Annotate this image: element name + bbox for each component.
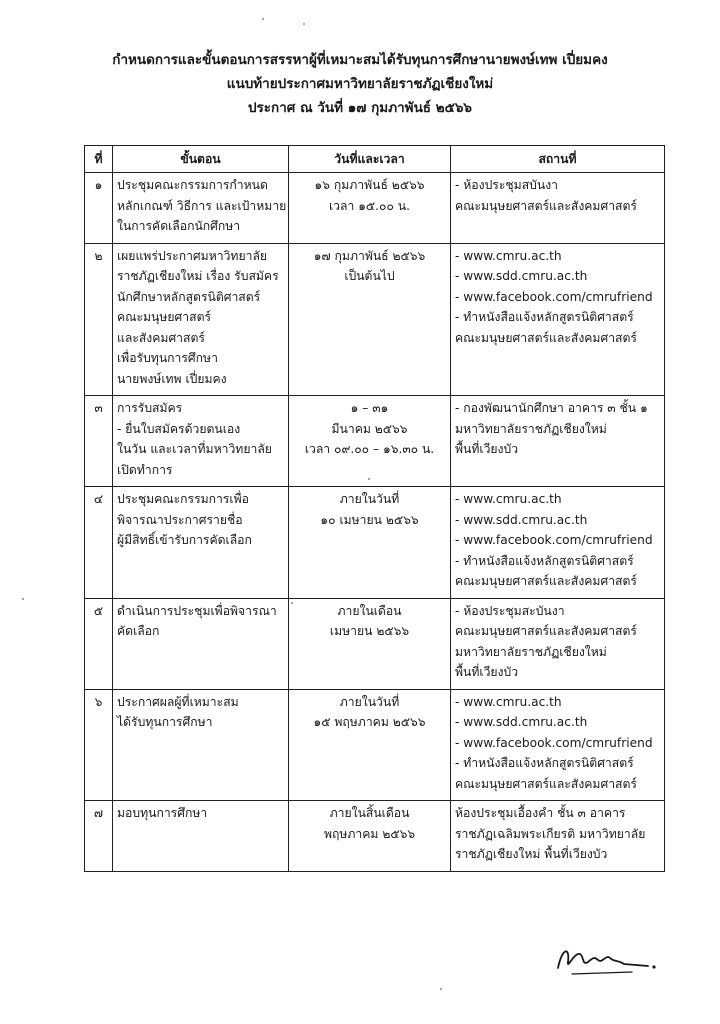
scan-speck: [262, 18, 264, 20]
date-line: ภายในเดือน: [337, 603, 402, 618]
place-line: - www.cmru.ac.th: [455, 694, 562, 709]
step-cell: [113, 598, 289, 689]
step-line: ดำเนินการประชุมเพื่อพิจารณา: [117, 603, 277, 618]
place-cell: [451, 243, 665, 396]
step-line: ประชุมคณะกรรมการเพื่อ: [117, 492, 249, 506]
date-line: เป็นต้นไป: [344, 269, 395, 283]
date-line: ๑๕ พฤษภาคม ๒๕๖๖: [313, 715, 426, 729]
place-line: ราชภัฏเชียงใหม่ พื้นที่เวียงบัว: [455, 847, 608, 861]
row-number: ๒: [85, 243, 113, 396]
step-line: ราชภัฏเชียงใหม่ เรื่อง รับสมัคร: [117, 269, 279, 283]
step-line: คณะมนุษยศาสตร์: [117, 310, 212, 324]
place-line: มหาวิทยาลัยราชภัฏเชียงใหม่: [455, 644, 607, 659]
place-line: พื้นที่เวียงบัว: [455, 442, 519, 456]
step-line: ประกาศผลผู้ที่เหมาะสม: [117, 694, 239, 709]
row-number: ๑: [85, 173, 113, 244]
step-line: เพื่อรับทุนการศึกษา: [117, 351, 218, 365]
column-header-no: ที่: [85, 146, 113, 173]
step-line: ในวัน และเวลาที่มหาวิทยาลัย: [117, 442, 272, 456]
signature-icon: [552, 940, 662, 980]
date-line: เมษายน ๒๕๖๖: [329, 624, 410, 638]
step-cell: [113, 396, 289, 487]
place-cell: [451, 396, 665, 487]
place-line: - www.facebook.com/cmrufriend: [455, 735, 653, 750]
row-number: ๔: [85, 487, 113, 599]
place-line: - ทำหนังสือแจ้งหลักสูตรนิติศาสตร์: [455, 553, 634, 568]
scan-speck: [22, 598, 24, 600]
place-cell: [451, 598, 665, 689]
table-row: [85, 173, 665, 244]
step-line: ประชุมคณะกรรมการกำหนด: [117, 178, 268, 192]
step-cell: [113, 487, 289, 599]
date-line: พฤษภาคม ๒๕๖๖: [323, 826, 416, 841]
step-line: นักศึกษาหลักสูตรนิติศาสตร์: [117, 289, 261, 304]
date-cell: [289, 801, 451, 872]
place-line: ราชภัฏเฉลิมพระเกียรติ มหาวิทยาลัย: [455, 826, 646, 841]
place-cell: [451, 487, 665, 599]
place-line: คณะมนุษยศาสตร์และสังคมศาสตร์: [455, 330, 637, 345]
date-line: ภายในวันที่: [339, 694, 400, 709]
row-number: ๕: [85, 598, 113, 689]
table-header-row: [85, 146, 665, 173]
step-line: หลักเกณฑ์ วิธีการ และเป้าหมาย: [117, 198, 287, 213]
step-line: เปิดทำการ: [117, 462, 173, 477]
place-line: คณะมนุษยศาสตร์และสังคมศาสตร์: [455, 776, 637, 791]
date-cell: [289, 487, 451, 599]
place-line: - ทำหนังสือแจ้งหลักสูตรนิติศาสตร์: [455, 310, 634, 324]
date-line: ๑ – ๓๑: [350, 401, 389, 415]
place-line: - www.sdd.cmru.ac.th: [455, 715, 588, 729]
date-line: ๑๐ เมษายน ๒๕๖๖: [320, 512, 419, 527]
date-line: เวลา ๑๕.๐๐ น.: [329, 198, 410, 213]
row-number: ๖: [85, 689, 113, 801]
step-line: นายพงษ์เทพ เปี่ยมคง: [117, 371, 227, 386]
step-line: คัดเลือก: [117, 624, 160, 638]
place-line: พื้นที่เวียงบัว: [455, 665, 519, 679]
date-line: ๑๖ กุมภาพันธ์ ๒๕๖๖: [314, 178, 425, 192]
place-line: - www.cmru.ac.th: [455, 248, 562, 263]
date-line: ภายในสิ้นเดือน: [329, 806, 410, 820]
step-line: พิจารณาประกาศรายชื่อ: [117, 512, 243, 527]
place-line: - www.cmru.ac.th: [455, 492, 562, 506]
step-line: เผยแพร่ประกาศมหาวิทยาลัย: [117, 248, 268, 263]
column-header-place: สถานที่: [451, 146, 665, 173]
place-cell: [451, 173, 665, 244]
header-title: กำหนดการและขั้นตอนการสรรหาผู้ที่เหมาะสมได้รับทุนการศึกษานายพงษ์เทพ เปี่ยมคง: [112, 52, 608, 68]
table-row: [85, 689, 665, 801]
place-line: - ห้องประชุมสะบันงา: [455, 603, 565, 618]
date-cell: [289, 598, 451, 689]
step-cell: [113, 801, 289, 872]
step-line: และสังคมศาสตร์: [117, 330, 205, 345]
place-line: ห้องประชุมเอื้องคำ ชั้น ๓ อาคาร: [455, 806, 626, 820]
step-line: ในการคัดเลือกนักศึกษา: [117, 219, 241, 233]
step-line: มอบทุนการศึกษา: [117, 806, 208, 820]
row-number: ๓: [85, 396, 113, 487]
step-line: - ยื่นใบสมัครด้วยตนเอง: [117, 421, 241, 436]
place-line: - www.facebook.com/cmrufriend: [455, 533, 653, 547]
place-line: คณะมนุษยศาสตร์และสังคมศาสตร์: [455, 574, 637, 588]
step-line: ผู้มีสิทธิ์เข้ารับการคัดเลือก: [117, 533, 252, 547]
step-cell: [113, 243, 289, 396]
place-line: - ทำหนังสือแจ้งหลักสูตรนิติศาสตร์: [455, 756, 634, 770]
place-line: - www.facebook.com/cmrufriend: [455, 289, 653, 304]
schedule-table: [84, 145, 665, 872]
table-row: [85, 801, 665, 872]
table-row: [85, 243, 665, 396]
date-line: ภายในวันที่: [339, 492, 400, 506]
table-row: [85, 487, 665, 599]
place-line: - www.sdd.cmru.ac.th: [455, 512, 588, 527]
document-header: [0, 48, 720, 120]
date-cell: [289, 173, 451, 244]
date-line: ๑๗ กุมภาพันธ์ ๒๕๖๖: [313, 248, 426, 263]
date-cell: [289, 243, 451, 396]
table-row: [85, 598, 665, 689]
place-line: มหาวิทยาลัยราชภัฏเชียงใหม่: [455, 421, 607, 436]
scan-speck: [291, 602, 293, 604]
header-subtitle: แนบท้ายประกาศมหาวิทยาลัยราชภัฏเชียงใหม่: [226, 76, 494, 92]
scan-speck: [303, 23, 305, 25]
column-header-date: วันที่และเวลา: [289, 146, 451, 173]
scan-speck: [368, 478, 370, 480]
step-line: ได้รับทุนการศึกษา: [117, 715, 213, 729]
place-cell: [451, 801, 665, 872]
header-date: ประกาศ ณ วันที่ ๑๗ กุมภาพันธ์ ๒๕๖๖: [247, 100, 473, 116]
table-body: [85, 173, 665, 872]
step-line: การรับสมัคร: [117, 401, 183, 415]
place-line: - กองพัฒนานักศึกษา อาคาร ๓ ชั้น ๑: [455, 401, 648, 415]
place-line: คณะมนุษยศาสตร์และสังคมศาสตร์: [455, 198, 637, 213]
column-header-step: ขั้นตอน: [113, 146, 289, 173]
date-line: เวลา ๐๙.๐๐ – ๑๖.๓๐ น.: [304, 442, 435, 456]
table-row: [85, 396, 665, 487]
place-line: คณะมนุษยศาสตร์และสังคมศาสตร์: [455, 624, 637, 638]
place-line: - ห้องประชุมสบันงา: [455, 178, 559, 192]
step-cell: [113, 173, 289, 244]
row-number: ๗: [85, 801, 113, 872]
date-line: มีนาคม ๒๕๖๖: [331, 421, 408, 436]
scan-speck: [440, 988, 442, 990]
place-cell: [451, 689, 665, 801]
date-cell: [289, 396, 451, 487]
date-cell: [289, 689, 451, 801]
step-cell: [113, 689, 289, 801]
place-line: - www.sdd.cmru.ac.th: [455, 269, 588, 283]
